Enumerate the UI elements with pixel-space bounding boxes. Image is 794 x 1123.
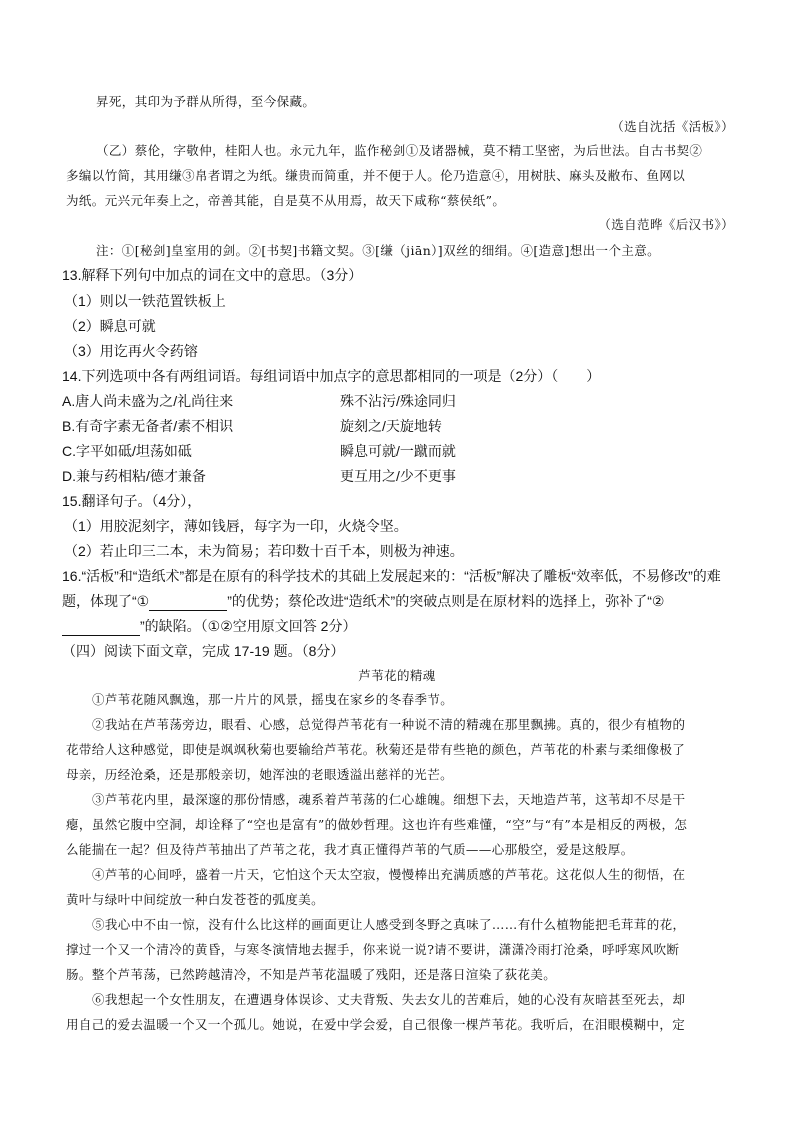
article-paragraph: ⑥我想起一个女性朋友，在遭遇身体误诊、丈夫背叛、失去女儿的苦难后，她的心没有灰暗甚至死去，却 <box>92 992 686 1007</box>
question-13-title: 13.解释下列句中加点的词在文中的意思。（3分） <box>62 267 363 283</box>
article-paragraph: 黄叶与绿叶中间绽放一种白发苍苍的弧度美。 <box>66 892 325 907</box>
question-16-line <box>62 616 356 636</box>
question-14-option-left: C.字平如砥/坦荡如砥 <box>62 443 192 459</box>
text-b-line: （乙）蔡伦，字敬仲，桂阳人也。永元九年，监作秘剑①及诸器械，莫不精工坚密，为后世法。自古书契② <box>96 143 703 158</box>
question-16-line: 16.“活板”和“造纸术”都是在原有的科学技术的其础上发展起来的：“活板”解决了雕板“效率低，不易修改”的难 <box>62 568 721 584</box>
question-14-option-left: D.兼与药相粘/德才兼备 <box>62 468 206 484</box>
question-14-option-right: 旋刻之/天旋地转 <box>340 418 442 434</box>
question-14-option-right: 殊不沾污/殊途同归 <box>340 393 456 409</box>
answer-blank-2[interactable] <box>62 621 140 636</box>
question-15-item: （1）用胶泥刻字，薄如钱唇，每字为一印，火烧令坚。 <box>64 518 408 534</box>
article-paragraph: 用自己的爱去温暖一个又一个孤儿。她说，在爱中学会爱，自己很像一棵芦苇花。我听后，在泪眼模糊中，定 <box>66 1017 686 1032</box>
question-14-option-left: A.唐人尚未盛为之/礼尚往来 <box>62 393 234 409</box>
question-16-text: ”的缺陷。（①②空用原文回答 2分） <box>140 618 357 634</box>
question-13-item: （1）则以一铁范置铁板上 <box>64 293 226 309</box>
question-14-option-right: 更互用之/少不更事 <box>340 468 456 484</box>
article-paragraph: 么能揣在一起？但及待芦苇抽出了芦苇之花，我才真正懂得芦苇的气质——心那般空，爱是这般厚。 <box>66 842 634 857</box>
question-14-option-left: B.有奇字素无备者/素不相识 <box>62 418 234 434</box>
article-paragraph: 瘪，虽然它腹中空洞，却诠释了“空也是富有”的做妙哲理。这也许有些难懂，“空”与“有”本是相反的两极，怎 <box>66 817 688 832</box>
article-paragraph: ②我站在芦苇荡旁边，眼看、心感，总觉得芦苇花有一种说不清的精魂在那里飘拂。真的，很少有植物的 <box>92 717 686 732</box>
question-16-line <box>62 591 664 611</box>
text-a-line: 昇死，其印为予群从所得，至今保藏。 <box>96 94 316 109</box>
question-13-item: （2）瞬息可就 <box>64 318 156 334</box>
question-15-title: 15.翻译句子。（4分）， <box>62 493 202 509</box>
text-b-source: （选自范晔《后汉书》） <box>598 217 734 232</box>
article-paragraph: 撑过一个又一个清冷的黄昏，与寒冬演情地去握手，你来说一说?请不要讲，潇潇冷雨打沧桑，呼呼寒风吹断 <box>66 942 680 957</box>
question-13-item: （3）用讫再火令药镕 <box>64 343 198 359</box>
section-4-title: （四）阅读下面文章，完成 17-19 题。（8分） <box>62 643 345 659</box>
question-15-item: （2）若止印三二本，未为简易；若印数十百千本，则极为神速。 <box>64 543 464 559</box>
article-paragraph: ④芦苇的心间呼，盛着一片天，它怕这个天太空寂，慢慢棒出充满质感的芦苇花。这花似人生的彻悟，在 <box>92 867 686 882</box>
question-14-title: 14.下列选项中各有两组词语。每组词语中加点字的意思都相同的一项是（2分）（ ） <box>62 368 601 384</box>
article-paragraph: 花带给人这种感觉，即使是飒飒秋菊也要输给芦苇花。秋菊还是带有些艳的颜色，芦苇花的朴素与柔细像极了 <box>66 742 686 757</box>
article-paragraph: ⑤我心中不由一惊，没有什么比这样的画面更让人感受到冬野之真味了……有什么植物能把毛茸茸的花， <box>92 917 686 932</box>
article-paragraph: 肠。整个芦苇荡，已然跨越清冷，不知是芦苇花温暖了残阳，还是落日渲染了荻花美。 <box>66 967 557 982</box>
article-paragraph: ①芦苇花随风飘逸，那一片片的风景，摇曳在家乡的冬春季节。 <box>92 692 454 707</box>
question-14-option-right: 瞬息可就/一蹴而就 <box>340 443 456 459</box>
answer-blank-1[interactable] <box>149 596 227 611</box>
article-paragraph: ③芦苇花内里，最深邃的那份情感，魂系着芦苇荡的仁心雄魄。细想下去，天地造芦苇，这苇却不尽是干 <box>92 792 686 807</box>
annotation-notes: 注：①[秘剑]皇室用的剑。②[书契]书籍文契。③[缣（jiān）]双丝的细绢。④[造意]想出一个主意。 <box>96 243 661 258</box>
text-b-line: 多编以竹简，其用缣③帛者谓之为纸。缣贵而简重，并不便于人。伦乃造意④，用树肤、麻头及敝布、鱼网以 <box>66 168 686 183</box>
text-a-source: （选自沈括《活板》） <box>611 119 734 134</box>
question-16-text: 题，体现了“① <box>62 593 150 609</box>
question-16-text: ”的优势；蔡伦改进“造纸术”的突破点则是在原材料的选择上，弥补了“② <box>227 593 665 609</box>
article-title: 芦苇花的精魂 <box>358 668 436 683</box>
text-b-line: 为纸。元兴元年奏上之，帝善其能，自是莫不从用焉，故天下咸称“蔡侯纸”。 <box>66 193 506 208</box>
article-paragraph: 母亲，历经沧桑，还是那般亲切，她浑浊的老眼透溢出慈祥的光芒。 <box>66 767 454 782</box>
